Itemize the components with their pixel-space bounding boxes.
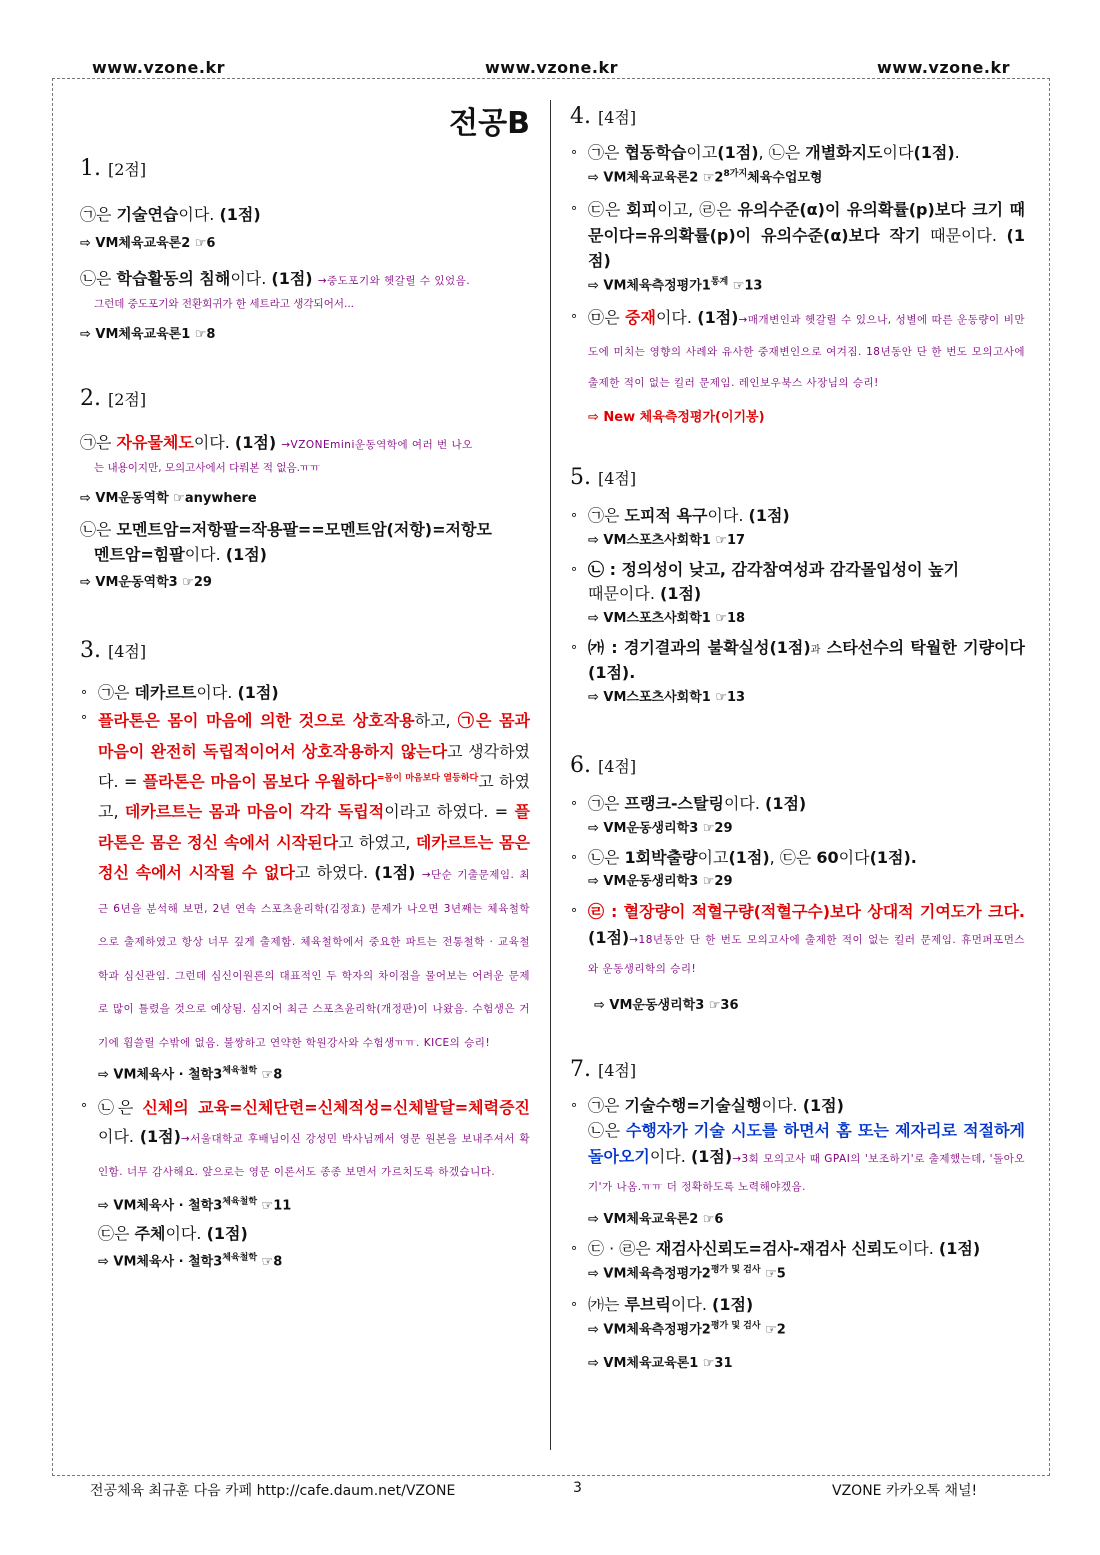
q3-ref-b: ⇨ VM체육사 · 철학$3^{체육철학}$ ☞11 bbox=[98, 1197, 292, 1214]
column-divider bbox=[550, 100, 551, 1450]
q4-ref-b: ⇨ VM체육측정평가$1^{통계}$ ☞13 bbox=[588, 276, 763, 294]
q6-answer-a: ∘ ㉠은 프랭크-스탈링이다. (1점) ⇨ VM운동생리학3 ☞29 bbox=[570, 792, 1025, 836]
q2-answer-b: ㉡은 모멘트암=저항팔=작용팔==모멘트암(저항)=저항모 멘트암=힘팔이다. (1점) bbox=[80, 519, 492, 564]
question-5-heading: 5. [4점] bbox=[570, 464, 637, 490]
header-site-center: www.vzone.kr bbox=[485, 58, 618, 77]
q4-ref-a: ⇨ VM체육교육론2 $☞2^{8가지}$체육수업모형 bbox=[588, 168, 823, 186]
question-2 bbox=[80, 386, 530, 591]
q4-ref-c: ⇨ New 체육측정평가(이기봉) bbox=[588, 409, 765, 425]
q1-ref-b: ⇨ VM체육교육론1 ☞8 bbox=[80, 326, 216, 342]
question-2-heading: 2. [2점] bbox=[80, 385, 147, 411]
q7-ref-b: ⇨ VM체육교육론2 ☞6 bbox=[588, 1212, 724, 1228]
footer-kakao: VZONE 카카오톡 채널! bbox=[832, 1483, 978, 1499]
q2-note-a: 는 내용이지만, 모의고사에서 다뤄본 적 없음.ㅠㅠ bbox=[94, 461, 321, 474]
q5-answer-c: ∘ ㈎ : 경기결과의 불확실성(1점)과 스타선수의 탁월한 기량이다(1점). ⇨ VM스포츠사회학1 ☞13 bbox=[570, 638, 1025, 705]
q5-answer-b: ∘ ㉡ : 정의성이 낮고, 감각참여성과 감각몰입성이 높기 때문이다. (1점) ⇨ VM스포츠사회학1 ☞18 bbox=[570, 558, 1025, 627]
question-1 bbox=[80, 156, 530, 342]
header-site-right: www.vzone.kr bbox=[877, 58, 1010, 77]
q6-ref-a: ⇨ VM운동생리학3 ☞29 bbox=[588, 820, 733, 836]
question-6 bbox=[570, 753, 1025, 1013]
q7-ref-c: ⇨ VM체육측정평가$2^{평가 및 검사}$ ☞5 bbox=[588, 1265, 786, 1282]
q6-ref-c: ⇨ VM운동생리학3 ☞36 bbox=[594, 997, 739, 1013]
q1-ref-a: ⇨ VM체육교육론2 ☞6 bbox=[80, 235, 216, 251]
q4-answer-b: ∘ ㉢은 회피이고, ㉣은 유의수준(α)이 유의확률(p)보다 크기 때문이다=유의확률(p)이 유의수준(α)보다 작기 때문이다. (1점) ⇨ VM체육측정평가$1^{통계}$ ☞13 bbox=[570, 200, 1025, 294]
q6-answer-b: ∘ ㉡은 1회박출량이고(1점), ㉢은 60이다(1점). ⇨ VM운동생리학3 ☞29 bbox=[570, 846, 1025, 890]
q6-answer-c: ∘ ㉣ : 혈장량이 적혈구량(적혈구수)보다 상대적 기여도가 크다. (1점)→18년동안 단 한 번도 모의고사에 출제한 적이 없는 킬러 문제임. 휴먼퍼포먼스와 운동생리학의 승리! ⇨ VM운동생리학3 ☞36 bbox=[570, 902, 1025, 1013]
q6-ref-b: ⇨ VM운동생리학3 ☞29 bbox=[588, 874, 733, 890]
footer-page-number: 3 bbox=[573, 1480, 582, 1496]
q1-answer-a: ㉠은 기술연습이다. (1점) bbox=[80, 205, 261, 224]
q1-answer-b: ㉡은 학습활동의 침해이다. (1점) →중도포기와 헷갈릴 수 있었음. bbox=[80, 268, 471, 288]
question-3-heading: 3. [4점] bbox=[80, 638, 147, 664]
q7-ref-d: ⇨ VM체육측정평가$2^{평가 및 검사}$ ☞2 bbox=[588, 1321, 786, 1338]
question-1-heading: 1. [2점] bbox=[80, 156, 147, 181]
q5-answer-a: ∘ ㉠은 도피적 욕구이다. (1점) ⇨ VM스포츠사회학1 ☞17 bbox=[570, 504, 1025, 548]
q3-answer-c: ㉢은 주체이다. (1점) bbox=[98, 1223, 248, 1243]
right-column bbox=[570, 98, 1025, 1371]
q7-answer-b: ㉡은 수행자가 기술 시도를 하면서 홈 또는 제자리로 적절하게 돌아오기이다. (1점)→3회 모의고사 때 GPAI의 '보조하기'로 출제했는데, '돌아오기'가 나옴.ㅠㅠ 더 정확하도록 노력해야겠음. bbox=[588, 1121, 1026, 1194]
question-6-heading: 6. [4점] bbox=[570, 752, 637, 778]
q3-answer-b: ∘ ㉡은 신체의 교육=신체단련=신체적성=신체발달=체력증진이다. (1점)→서울대학교 후배님이신 강성민 박사님께서 영문 원본을 보내주셔서 확인함. 너무 감사해요. 앞으로는 영문 이론서도 종종 보면서 가르치도록 하겠습니다. ⇨ VM체육사 · 철학$3^{체육철학}$ ☞11 ㉢은 주체이다. (1점) ⇨ VM체육사 · 철학$3^{체육철학}$ ☞8 bbox=[80, 1098, 530, 1270]
question-7 bbox=[570, 1057, 1025, 1371]
q7-answer-d: ∘ ㈎는 루브릭이다. (1점) ⇨ VM체육측정평가$2^{평가 및 검사}$ ☞2 ⇨ VM체육교육론1 ☞31 bbox=[570, 1293, 1025, 1370]
page-title: 전공B bbox=[449, 106, 530, 141]
question-7-heading: 7. [4점] bbox=[570, 1056, 637, 1082]
q7-answer-c: ∘ ㉢ · ㉣은 재검사신뢰도=검사-재검사 신뢰도이다. (1점) ⇨ VM체육측정평가$2^{평가 및 검사}$ ☞5 bbox=[570, 1237, 1025, 1281]
header-site-left: www.vzone.kr bbox=[92, 58, 225, 77]
q4-answer-a: ∘ ㉠은 협동학습이고(1점), ㉡은 개별화지도이다(1점). ⇨ VM체육교육론2 $☞2^{8가지}$체육수업모형 bbox=[570, 141, 1025, 185]
question-5 bbox=[570, 465, 1025, 705]
q3-answer-explanation: ∘ 플라톤은 몸이 마음에 의한 것으로 상호작용하고, ㉠은 몸과 마음이 완전히 독립적이어서 상호작용하지 않는다고 생각하였다. = 플라톤은 마음이 몸보다 우월하다$^{=몸이 마음보다 열등하다}$고 하였고, 데카르트는 몸과 마음이 각각 독립적이라고 하였다. = 플라톤은 몸은 정신 속에서 시작된다고 하였고, 데카르트는 몸은 정신 속에서 시작될 수 없다고 하였다. (1점) →단순 기출문제임. 최근 6년을 분석해 보면, 2년 연속 스포츠윤리학(김정효) 문제가 나오면 3년째는 체육철학으로 출제하였고 항상 너무 깊게 출제함. 체육철학에서 중요한 파트는 전통철학 · 교육철학과 심신관임. 그런데 심신이원론의 대표적인 두 학자의 차이점을 물어보는 어려운 문제로 많이 틀렸을 것으로 예상됨. 심지어 최근 스포츠윤리학(개정판)이 나왔음. 수험생은 거기에 휩쓸릴 수밖에 없음. 불쌍하고 연약한 학원강사와 수험생ㅠㅠ. KICE의 승리! ⇨ VM체육사 · 철학$3^{체육철학}$ ☞8 bbox=[80, 710, 530, 1083]
q5-ref-b: ⇨ VM스포츠사회학1 ☞18 bbox=[588, 611, 746, 627]
q2-ref-a: ⇨ VM운동역학 ☞anywhere bbox=[80, 490, 257, 506]
question-3 bbox=[80, 638, 530, 1269]
q3-answer-a: ∘ ㉠은 데카르트이다. (1점) bbox=[80, 683, 279, 703]
q2-answer-a: ㉠은 자유물체도이다. (1점) →VZONEmini운동역학에 여러 번 나오 bbox=[80, 432, 473, 452]
q3-ref-c: ⇨ VM체육사 · 철학$3^{체육철학}$ ☞8 bbox=[98, 1253, 283, 1270]
left-column bbox=[80, 98, 530, 1270]
q3-ref-a: ⇨ VM체육사 · 철학$3^{체육철학}$ ☞8 bbox=[98, 1066, 283, 1083]
q7-answer-a: ∘ ㉠은 기술수행=기술실행이다. (1점) ㉡은 수행자가 기술 시도를 하면서 홈 또는 제자리로 적절하게 돌아오기이다. (1점)→3회 모의고사 때 GPAI의 '보조하기'로 출제했는데, '돌아오기'가 나옴.ㅠㅠ 더 정확하도록 노력해야겠음. ⇨ VM체육교육론2 ☞6 bbox=[570, 1095, 1026, 1228]
question-4 bbox=[570, 104, 1025, 425]
q4-answer-c: ∘ ㉤은 중재이다. (1점)→매개변인과 헷갈릴 수 있으나, 성별에 따른 운동량이 비만도에 미치는 영향의 사례와 유사한 중재변인으로 여겨짐. 18년동안 단 한 번도 모의고사에 출제한 적이 없는 킬러 문제임. 레인보우북스 사장님의 승리! ⇨ New 체육측정평가(이기봉) bbox=[570, 308, 1025, 425]
q1-note-b: 그런데 중도포기와 전환회귀가 한 세트라고 생각되어서... bbox=[94, 297, 354, 310]
question-4-heading: 4. [4점] bbox=[570, 104, 637, 129]
q5-ref-c: ⇨ VM스포츠사회학1 ☞13 bbox=[588, 689, 746, 705]
q2-ref-b: ⇨ VM운동역학3 ☞29 bbox=[80, 575, 212, 591]
q5-ref-a: ⇨ VM스포츠사회학1 ☞17 bbox=[588, 532, 746, 548]
footer-cafe: 전공체육 최규훈 다음 카페 http://cafe.daum.net/VZONE bbox=[90, 1483, 456, 1499]
q7-ref-d2: ⇨ VM체육교육론1 ☞31 bbox=[588, 1355, 733, 1371]
